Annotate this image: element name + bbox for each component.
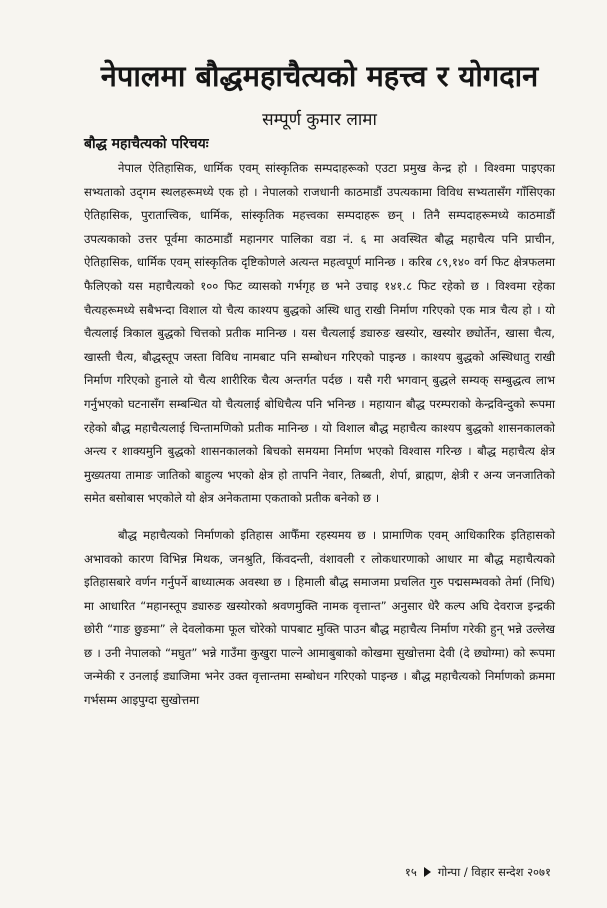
body-paragraph-2: बौद्ध महाचैत्यको निर्माणको इतिहास आफैँमा रहस्यमय छ । प्रामाणिक एवम् आधिकारिक इतिहासको अभावको कारण विभिन्न मिथक, जनश्रुति, किंवदन्ती, वंशावली र लोकधारणाको आधार मा बौद्ध महाचैत्यको इतिहासबारे वर्णन गर्नुपर्ने बाध्यात्मक अवस्था छ । हिमाली बौद्ध समाजमा प्रचलित गुरु पद्मसम्भवको तेर्मा (निधि) मा आधारित “महानस्तूप ड्यारुङ खस्योरको श्रवणमुक्ति नामक वृत्तान्त” अनुसार धेरै कल्प अघि देवराज इन्द्रकी छोरी “गाङ छुङमा” ले देवलोकमा फूल चोरेको पापबाट मुक्ति पाउन बौद्ध महाचैत्य निर्माण गरेकी हुन् भन्ने उल्लेख छ । उनी नेपालको “मघुत” भन्ने गाउँमा कुखुरा पाल्ने आमाबुबाको कोखमा सुखोत्तमा देवी (दे छ्योग्मा) को रूपमा जन्मेकी र उनलाई ड्याजिमा भनेर उक्त वृत्तान्तमा सम्बोधन गरिएको पाइन्छ । बौद्ध महाचैत्यको निर्माणको क्रममा गर्भसम्म आइपुग्दा सुखोत्तमा — [84, 527, 555, 708]
article-title: नेपालमा बौद्धमहाचैत्यको महत्त्व र योगदान — [100, 59, 539, 93]
article-author: सम्पूर्ण कुमार लामा — [262, 110, 377, 130]
body-paragraph-1: नेपाल ऐतिहासिक, धार्मिक एवम् सांस्कृतिक सम्पदाहरूको एउटा प्रमुख केन्द्र हो । विश्वमा पाइएका सभ्यताको उद्‌गम स्थलहरूमध्ये एक हो । नेपालको राजधानी काठमाडौं उपत्यकामा विविध सभ्यतासँग गाँसिएका ऐतिहासिक, पुरातात्त्विक, धार्मिक, सांस्कृतिक महत्त्वका सम्पदाहरू छन् । तिनै सम्पदाहरूमध्ये काठमाडौं उपत्यकाको उत्तर पूर्वमा काठमाडौं महानगर पालिका वडा नं. ६ मा अवस्थित बौद्ध महाचैत्य पनि प्राचीन, ऐतिहासिक, धार्मिक एवम् सांस्कृतिक दृष्टिकोणले अत्यन्त महत्वपूर्ण मानिन्छ । करिब ८९,१४० वर्ग फिट क्षेत्रफलमा फैलिएको यस महाचैत्यको १०० फिट व्यासको गर्भगृह छ भने उचाइ १४१.८ फिट रहेको छ । विश्वमा रहेका चैत्यहरूमध्ये सबैभन्दा विशाल यो चैत्य काश्यप बुद्धको अस्थि धातु राखी निर्माण गरिएको एक मात्र चैत्य हो । यो चैत्यलाई त्रिकाल बुद्धको चित्तको प्रतीक मानिन्छ । यस चैत्यलाई ड्यारुङ खस्योर, खस्योर छ्योर्तेन, खासा चैत्य, खास्ती चैत्य, बौद्धस्तूप जस्ता विविध नामबाट पनि सम्बोधन गरिएको पाइन्छ । काश्यप बुद्धको अस्थिधातु राखी निर्माण गरिएको हुनाले यो चैत्य शारीरिक चैत्य अन्तर्गत पर्दछ । यसै गरी भगवान् बुद्धले सम्यक् सम्बुद्धत्व लाभ गर्नुभएको घटनासँग सम्बन्धित यो चैत्यलाई बोधिचैत्य पनि भनिन्छ । महायान बौद्ध परम्पराको केन्द्रविन्दुको रूपमा रहेको बौद्ध महाचैत्यलाई चिन्तामणिको प्रतीक मानिन्छ । यो विशाल बौद्ध महाचैत्य काश्यप बुद्धको शासनकालको अन्त्य र शाक्यमुनि बुद्धको शासनकालको बिचको समयमा निर्माण भएको विश्वास गरिन्छ । बौद्ध महाचैत्य क्षेत्र मुख्यतया तामाङ जातिको बाहुल्य भएको क्षेत्र हो तापनि नेवार, तिब्बती, शेर्पा, ब्राह्मण, क्षेत्री र अन्य जनजातिको समेत बसोबास भएकोले यो क्षेत्र अनेकतामा एकताको प्रतीक बनेको छ । — [84, 161, 555, 506]
page-footer — [405, 864, 551, 880]
page-number: १५ — [404, 865, 417, 879]
section-heading: बौद्ध महाचैत्यको परिचयः — [84, 136, 209, 152]
arrow-right-icon — [424, 867, 431, 877]
document-page — [0, 58, 607, 908]
publication-name: गोन्पा / विहार सन्देश २०७१ — [437, 865, 551, 879]
